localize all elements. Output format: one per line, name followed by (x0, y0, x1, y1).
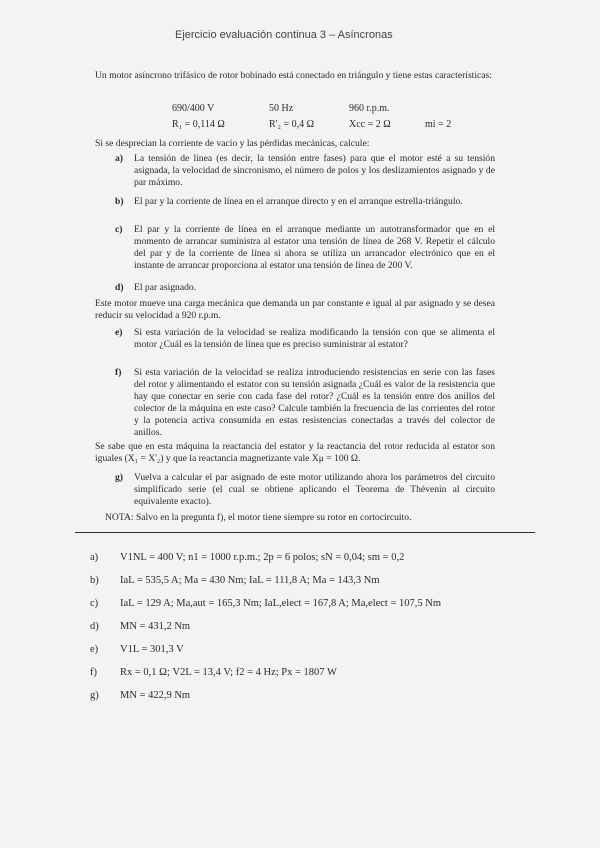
divider (75, 532, 535, 533)
question-d (115, 282, 495, 296)
question-label: g) (115, 472, 123, 483)
spec-xcc: Xcc = 2 Ω (349, 119, 391, 130)
question-a (115, 153, 495, 193)
question-label: c) (115, 224, 123, 235)
note: NOTA: Salvo en la pregunta f), el motor tiene siempre su rotor en cortocircuito. (105, 512, 412, 523)
neglect-paragraph: Si se desprecian la corriente de vacío y las pérdidas mecánicas, calcule: (95, 138, 370, 149)
question-text: Vuelva a calcular el par asignado de este motor utilizando ahora los parámetros del circuito simplificado serie (el cual se obtiene aplicando el Teorema de Thévenin al circuito equivalente exacto). (134, 472, 495, 507)
spec-r1: R₁ = 0,114 Ω (172, 119, 225, 130)
question-text: Si esta variación de la velocidad se realiza introduciendo resistencias en serie con las fases del rotor y alimentando el estator con su tensión asignada ¿Cuál es valor de la resistencia que hay que conectar en serie con cada fase del rotor? ¿Cuál es la tensión entre dos anillos del colector de la máquina en este caso? Calcule también la frecuencia de las corrientes del rotor y la potencia activa consumida en estas resistencias conectadas a través del colector de anillos. (134, 367, 495, 438)
question-label: e) (115, 327, 123, 338)
answer-label: a) (90, 552, 99, 563)
question-c (115, 224, 495, 274)
answer-text: IaL = 129 A; Ma,aut = 165,3 Nm; IaL,elect = 167,8 A; Ma,elect = 107,5 Nm (120, 598, 442, 609)
answer-text: IaL = 535,5 A; Ma = 430 Nm; IaL = 111,8 A; Ma = 143,3 Nm (120, 575, 380, 586)
answer-label: d) (90, 621, 99, 632)
question-g (115, 472, 495, 510)
answer-label: b) (90, 575, 99, 586)
question-f (115, 367, 495, 438)
question-label: b) (115, 196, 124, 207)
answer-text: V1L = 301,3 V (120, 644, 184, 655)
intro-paragraph: Un motor asíncrono trifásico de rotor bobinado está conectado en triángulo y tiene estas características: (95, 70, 492, 81)
question-text: La tensión de línea (es decir, la tensión entre fases) para que el motor esté a su tensión asignada, la velocidad de sincronismo, el número de polos y los deslizamientos asignado y de par máximo. (134, 153, 495, 188)
spec-mi: mi = 2 (425, 119, 452, 130)
question-text: El par asignado. (134, 282, 197, 293)
question-b (115, 196, 495, 222)
question-text: El par y la corriente de línea en el arranque directo y en el arranque estrella-triángulo. (134, 196, 463, 207)
spec-speed: 960 r.p.m. (349, 103, 390, 114)
answer-text: Rx = 0,1 Ω; V2L = 13,4 V; f2 = 4 Hz; Px = 1807 W (120, 667, 337, 678)
question-text: El par y la corriente de línea en el arranque mediante un autotransformador que en el momento de arrancar suministra al estator una tensión de línea de 268 V. Repetir el cálculo del par y de la corriente de línea si ahora se utiliza un arrancador electrónico que en el instante de arrancar proporciona al estator una tensión de línea de 200 V. (134, 224, 495, 271)
spec-frequency: 50 Hz (269, 103, 294, 114)
answer-text: MN = 431,2 Nm (120, 621, 191, 632)
spec-voltage: 690/400 V (172, 103, 215, 114)
document-title: Ejercicio evaluación continua 3 – Asíncronas (175, 29, 393, 41)
answer-label: e) (90, 644, 99, 655)
answer-label: f) (90, 667, 97, 678)
spec-r2: R'₂ = 0,4 Ω (269, 119, 315, 130)
answer-label: c) (90, 598, 99, 609)
answer-text: MN = 422,9 Nm (120, 690, 191, 701)
question-label: a) (115, 153, 123, 164)
answer-label: g) (90, 690, 99, 701)
question-e (115, 327, 495, 365)
load-paragraph: Este motor mueve una carga mecánica que demanda un par constante e igual al par asignado y se desea reducir su velocidad a 920 r.p.m. (95, 298, 495, 321)
question-label: d) (115, 282, 124, 293)
answer-text: V1NL = 400 V; n1 = 1000 r.p.m.; 2p = 6 polos; sN = 0,04; sm = 0,2 (120, 552, 405, 563)
question-label: f) (115, 367, 122, 378)
question-text: Si esta variación de la velocidad se realiza modificando la tensión con que se alimenta el motor ¿Cuál es la tensión de línea que es preciso suministrar al estator? (134, 327, 495, 350)
known-paragraph: Se sabe que en esta máquina la reactancia del estator y la reactancia del rotor reducida al estator son iguales (X₁ = X'₂) y que la reactancia magnetizante vale Xμ = 100 Ω. (95, 441, 495, 464)
